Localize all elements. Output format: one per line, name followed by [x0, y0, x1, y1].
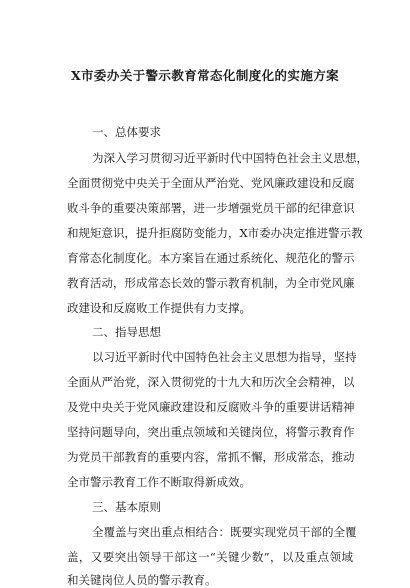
- paragraph-line: 败斗争的重要决策部署，进一步增强党员干部的纪律意识: [67, 201, 355, 215]
- paragraph-line: 全面贯彻党中央关于全面从严治党、党风廉政建设和反腐: [67, 176, 355, 190]
- paragraph-line: 及党中央关于党风廉政建设和反腐败斗争的重要讲话精神: [67, 400, 355, 414]
- paragraph-line: 政建设和反腐败工作提供有力支撑。: [67, 301, 251, 315]
- section-heading-basic-principles: 三、基本原则: [92, 500, 161, 514]
- paragraph-line: 和关键岗位人员的警示教育。: [67, 573, 217, 587]
- paragraph-line: 以习近平新时代中国特色社会主义思想为指导，坚持: [92, 350, 357, 364]
- paragraph-line: 和规矩意识，提升拒腐防变能力，X市委办决定推进警示教: [67, 226, 363, 240]
- document-title: X市委办关于警示教育常态化制度化的实施方案: [70, 68, 340, 83]
- paragraph-line: 育常态化制度化。本方案旨在通过系统化、规范化的警示: [67, 251, 355, 265]
- paragraph-line: 为深入学习贯彻习近平新时代中国特色社会主义思想，: [92, 151, 368, 165]
- paragraph-line: 全覆盖与突出重点相结合：既要实现党员干部的全覆: [92, 525, 357, 539]
- paragraph-line: 全市警示教育工作不断取得新成效。: [67, 475, 251, 489]
- paragraph-line: 全面从严治党，深入贯彻党的十九大和历次全会精神，以: [67, 375, 355, 389]
- paragraph-line: 教育活动，形成常态长效的警示教育机制，为全市党风廉: [67, 276, 355, 290]
- section-heading-guiding-ideology: 二、指导思想: [92, 325, 161, 339]
- paragraph-line: 为党员干部教育的重要内容，常抓不懈，形成常态，推动: [67, 450, 355, 464]
- paragraph-line: 坚持问题导向，突出重点领域和关键岗位，将警示教育作: [67, 425, 355, 439]
- paragraph-line: 盖，又要突出领导干部这一“关键少数”，以及重点领域: [67, 550, 353, 564]
- section-heading-general: 一、总体要求: [92, 125, 161, 139]
